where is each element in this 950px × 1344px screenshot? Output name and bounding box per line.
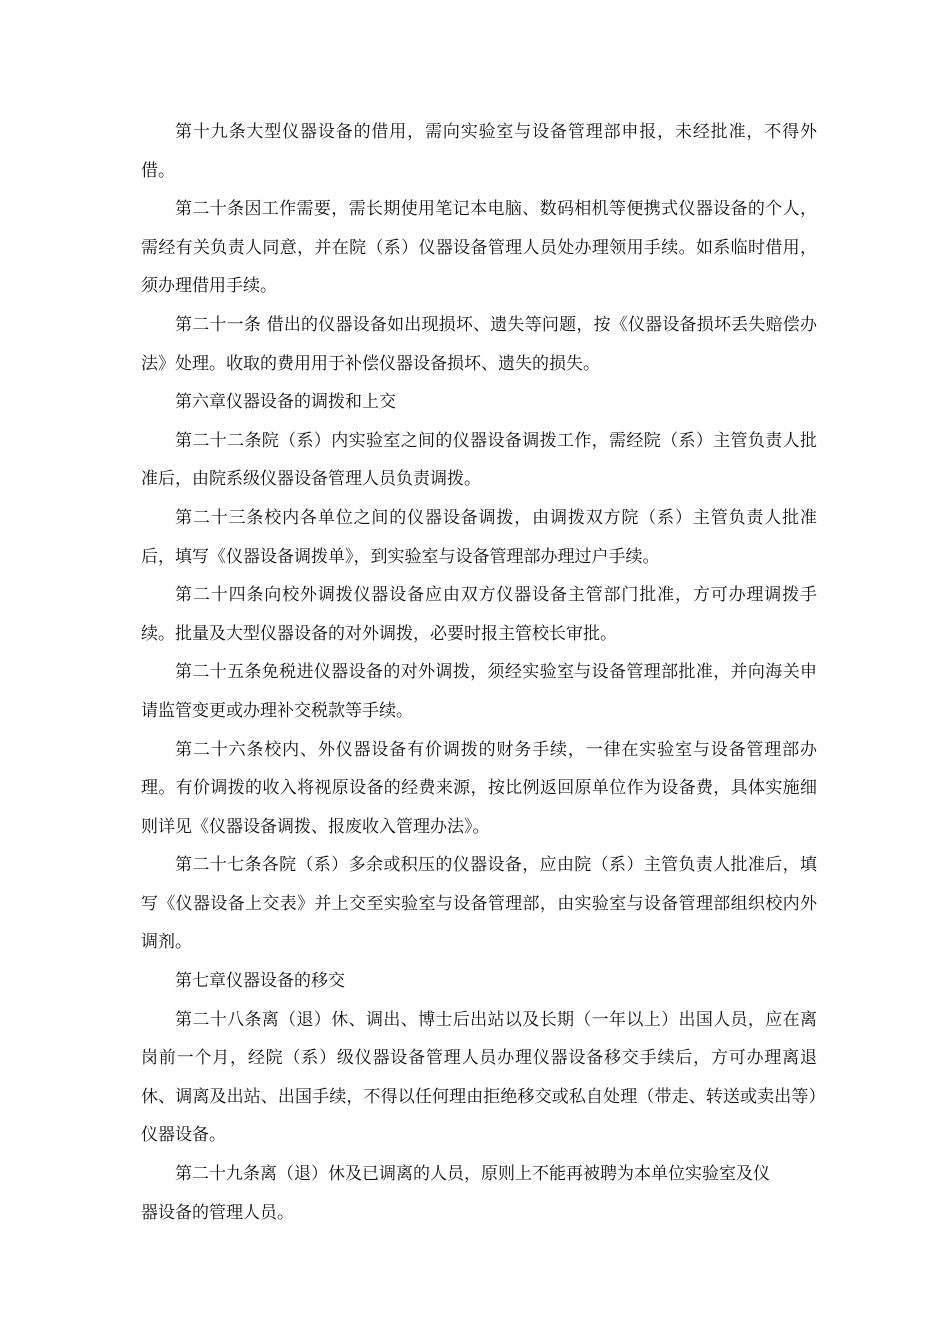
- article-27: 第二十七条各院（系）多余或积压的仪器设备，应由院（系）主管负责人批准后，填写《仪器设备上交表》并上交至实验室与设备管理部，由实验室与设备管理部组织校内外调剂。: [141, 855, 817, 953]
- article-23: 第二十三条校内各单位之间的仪器设备调拨，由调拨双方院（系）主管负责人批准后，填写《仪器设备调拨单》，到实验室与设备管理部办理过户手续。: [141, 507, 817, 567]
- article-26: 第二十六条校内、外仪器设备有价调拨的财务手续，一律在实验室与设备管理部办理。有价调拨的收入将视原设备的经费来源，按比例返回原单位作为设备费，具体实施细则详见《仪器设备调拨、报废收入管理办法》。: [141, 739, 817, 837]
- article-21: 第二十一条 借出的仪器设备如出现损坏、遗失等问题，按《仪器设备损坏丢失赔偿办法》处理。收取的费用用于补偿仪器设备损坏、遗失的损失。: [141, 314, 817, 374]
- article-24: 第二十四条向校外调拨仪器设备应由双方仪器设备主管部门批准，方可办理调拨手续。批量及大型仪器设备的对外调拨，必要时报主管校长审批。: [141, 585, 817, 644]
- article-20: 第二十条因工作需要，需长期使用笔记本电脑、数码相机等便携式仪器设备的个人，需经有关负责人同意，并在院（系）仪器设备管理人员处办理领用手续。如系临时借用，须办理借用手续。: [141, 199, 817, 297]
- article-28: 第二十八条离（退）休、调出、博士后出站以及长期（一年以上）出国人员，应在离岗前一个月，经院（系）级仪器设备管理人员办理仪器设备移交手续后，方可办理离退休、调离及出站、出国手续，不得以任何理由拒绝移交或私自处理（带走、转送或卖出等）仪器设备。: [141, 1009, 817, 1146]
- article-22: 第二十二条院（系）内实验室之间的仪器设备调拨工作，需经院（系）主管负责人批准后，由院系级仪器设备管理人员负责调拨。: [141, 430, 817, 490]
- article-25: 第二十五条免税进仪器设备的对外调拨，须经实验室与设备管理部批准，并向海关申请监管变更或办理补交税款等手续。: [141, 662, 817, 721]
- chapter-7-heading: 第七章仪器设备的移交: [175, 971, 345, 992]
- chapter-6-heading: 第六章仪器设备的调拨和上交: [175, 392, 396, 413]
- document-body: [141, 113, 817, 1232]
- article-19: 第十九条大型仪器设备的借用，需向实验室与设备管理部申报，未经批准，不得外借。: [141, 122, 817, 181]
- article-29: 第二十九条离（退）休及已调离的人员，原则上不能再被聘为本单位实验室及仪器设备的管理人员。: [141, 1164, 770, 1223]
